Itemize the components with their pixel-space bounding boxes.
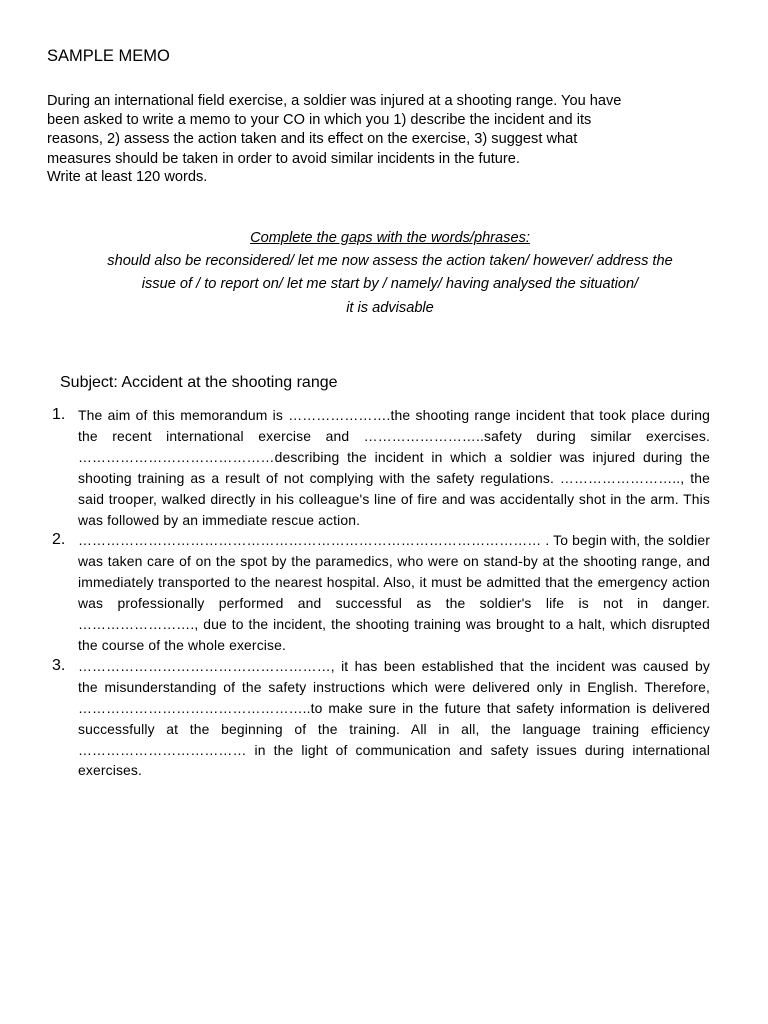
word-count-task: Write at least 120 words. (47, 169, 208, 185)
paragraph-text: ………………………………………………, it has been established that the incident was caused by the misunderstanding of the safety instructions which were delivered only in English. Therefore, …………………………………………..to make sure in the future that safety information is delivered successfully at the beginning of the training. All in all, the language training efficiency ……………………………… in the light of communication and safety issues during international exercises. (78, 657, 710, 779)
task-line: reasons, 2) assess the action taken and its effect on the exercise, 3) suggest what (47, 131, 578, 148)
task-line: measures should be taken in order to avoid similar incidents in the future. (47, 150, 520, 167)
gap-exercise-title: Complete the gaps with the words/phrases: (250, 230, 530, 246)
paragraph-text: The aim of this memorandum is ………………….the shooting range incident that took place during the recent international exercise and ……………………..safety during similar exercises. ……………………………………describing the incident in which a soldier was injured during the shooting training as a result of not complying with the safety regulations. …………………….., the said trooper, walked directly in his colleague's line of fire and was accidentally shot in the arm. This was followed by an immediate rescue action. (78, 407, 710, 528)
task-line: been asked to write a memo to your CO in which you 1) describe the incident and its (47, 112, 592, 129)
memo-paragraph (47, 530, 710, 655)
memo-paragraph-list (47, 405, 710, 781)
memo-heading: SAMPLE MEMO (47, 47, 170, 65)
task-line: During an international field exercise, a soldier was injured at a shooting range. You have (47, 93, 622, 109)
paragraph-text: ……………………………………………………………………………………… . To begin with, the soldier was taken care of on the spot by the paramedics, who were on stand-by at the shooting range, and immediately transported to the nearest hospital. Also, it must be admitted that the emergency action was professionally performed and successful as the soldier's life is not in danger. ……………………., due to the incident, the shooting training was brought to a halt, which disrupted the course of the whole exercise. (78, 532, 710, 653)
paragraph-number: 1. (52, 406, 66, 423)
gap-word-line: issue of / to report on/ let me start by / namely/ having analysed the situation/ (141, 276, 639, 293)
paragraph-number: 3. (52, 656, 66, 674)
memo-subject: Subject: Accident at the shooting range (60, 374, 338, 391)
gap-word-line: it is advisable (346, 299, 434, 316)
gap-exercise (40, 227, 740, 320)
memo-paragraph (47, 656, 710, 781)
task-instructions (47, 92, 704, 169)
memo-paragraph (47, 405, 710, 530)
paragraph-number: 2. (52, 531, 66, 549)
gap-word-line: should also be reconsidered/ let me now assess the action taken/ however/ address the (107, 253, 673, 270)
